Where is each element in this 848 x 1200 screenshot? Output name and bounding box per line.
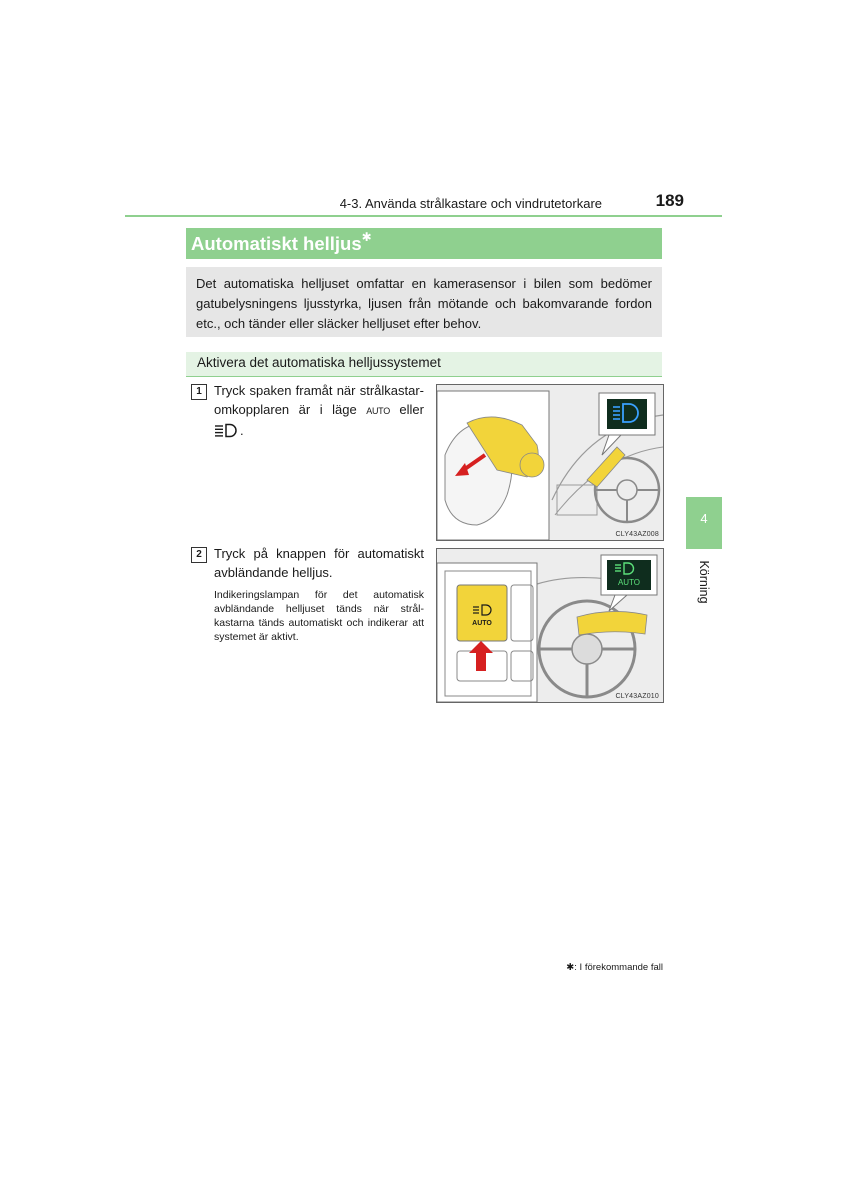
step-2-note: Indikeringslampan för det automatisk avbländande helljuset tänds när strål-kastarna tänds automatiskt och indikerar att systemet är aktivt.	[214, 589, 424, 643]
running-header: 4-3. Använda strålkastare och vindrutetorkare	[339, 196, 602, 211]
intro-box	[186, 267, 662, 337]
asterisk-marker: ✱	[361, 230, 372, 244]
indicator-auto-label: AUTO	[617, 578, 641, 587]
title-bar	[186, 228, 662, 259]
figure-button-illustration	[436, 548, 664, 703]
step-2-text: Tryck på knappen för automatiskt avbländande helljus.	[214, 546, 424, 580]
page-title	[191, 232, 372, 255]
footnote-marker: ✱	[566, 962, 575, 973]
section-heading-bar	[186, 352, 662, 377]
step-1-text-middle: eller	[389, 402, 424, 417]
footnote	[520, 962, 663, 973]
section-heading: Aktivera det automatiska helljussystemet	[197, 355, 441, 370]
auto-mode-label: AUTO	[366, 406, 390, 416]
lever-dashboard-drawing	[437, 385, 663, 540]
footnote-text: : I förekommande fall	[574, 962, 663, 973]
header-rule	[125, 215, 722, 217]
step-1-text-after: .	[240, 423, 244, 438]
high-beam-icon	[214, 423, 240, 443]
chapter-number: 4	[700, 511, 708, 526]
figure-1-code: CLY43AZ008	[615, 531, 659, 538]
step-1-text	[214, 381, 424, 443]
figure-2-code: CLY43AZ010	[615, 693, 659, 700]
step-number-1: 1	[191, 384, 207, 400]
intro-text: Det automatiska helljuset omfattar en kamerasensor i bilen som bedömer gatubelysningens ljusstyrka, ljusen från mötande och bakomvarande fordon etc., och tänder eller släcker helljuset efter behov.	[196, 276, 652, 331]
figure-lever-illustration	[436, 384, 664, 541]
button-auto-label: AUTO	[472, 620, 492, 627]
chapter-tab	[686, 497, 722, 549]
chapter-label: Körning	[697, 560, 711, 604]
button-dashboard-drawing	[437, 549, 663, 702]
page-number: 189	[655, 191, 684, 210]
step-number-2: 2	[191, 547, 207, 563]
step-1-text-before: Tryck spaken framåt när strålkastar-omkopplaren är i läge	[214, 383, 424, 417]
page-title-text: Automatiskt helljus	[191, 233, 362, 255]
